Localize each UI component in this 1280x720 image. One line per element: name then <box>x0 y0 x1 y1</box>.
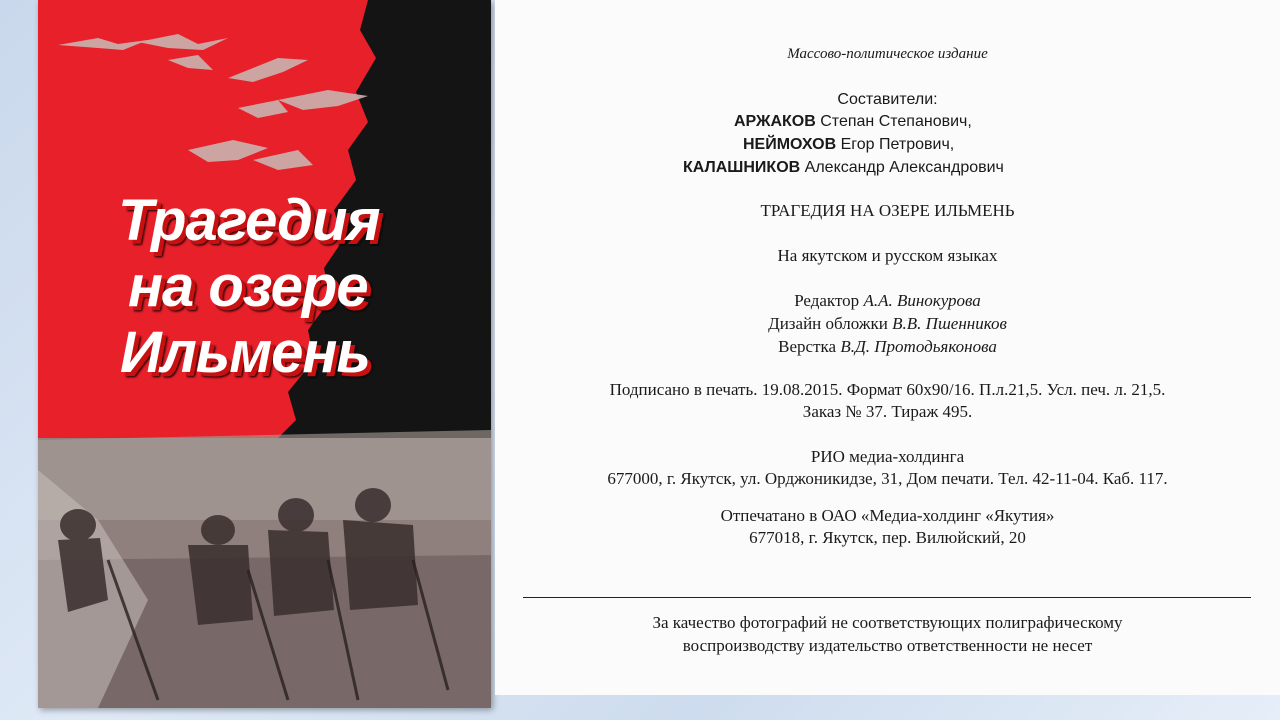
compiler-2-surname: НЕЙМОХОВ <box>743 136 837 153</box>
print-details-line-1: Подписано в печать. 19.08.2015. Формат 60х90/16. П.л.21,5. Усл. печ. л. 21,5. <box>609 380 1166 399</box>
print-details-line-2: Заказ № 37. Тираж 495. <box>802 402 973 421</box>
design-line <box>495 314 1280 334</box>
cover-title <box>118 188 478 386</box>
imprint-page <box>495 0 1280 695</box>
publisher-address: 677000, г. Якутск, ул. Орджоникидзе, 31, Дом печати. Тел. 42-11-04. Каб. 117. <box>607 469 1168 488</box>
edition-type: Массово-политическое издание <box>787 46 988 62</box>
compiler-1-surname: АРЖАКОВ <box>734 113 816 130</box>
imprint-text <box>495 0 1280 695</box>
design-name: В.В. Пшенников <box>892 314 1007 333</box>
layout-line <box>495 337 1280 357</box>
compiler-1-name: Степан Степанович, <box>820 113 972 130</box>
compilers-label: Составители: <box>837 91 938 108</box>
publisher: РИО медиа-холдинга <box>810 447 965 466</box>
disclaimer-line-1: За качество фотографий не соответствующих полиграфическому <box>652 613 1123 632</box>
compiler-1 <box>734 113 972 131</box>
book-title: ТРАГЕДИЯ НА ОЗЕРЕ ИЛЬМЕНЬ <box>760 201 1015 220</box>
compiler-2-name: Егор Петрович, <box>840 136 955 153</box>
compiler-3 <box>683 159 1004 177</box>
editor-line <box>495 291 1280 311</box>
book-cover <box>38 0 491 708</box>
editor-name: А.А. Винокурова <box>863 291 981 310</box>
layout-label: Верстка <box>778 337 837 356</box>
compiler-2 <box>743 136 954 154</box>
languages: На якутском и русском языках <box>777 246 998 265</box>
cover-title-line-1: Трагедия <box>118 188 380 253</box>
layout-name: В.Д. Протодьяконова <box>840 337 997 356</box>
disclaimer-line-2: воспроизводству издательство ответственности не несет <box>682 636 1093 655</box>
design-label: Дизайн обложки <box>768 314 888 333</box>
compiler-3-surname: КАЛАШНИКОВ <box>683 159 801 176</box>
printer: Отпечатано в ОАО «Медиа-холдинг «Якутия» <box>720 506 1055 525</box>
editor-label: Редактор <box>794 291 860 310</box>
cover-title-line-3: Ильмень <box>120 320 370 385</box>
compiler-3-name: Александр Александрович <box>804 159 1004 176</box>
printer-address: 677018, г. Якутск, пер. Вилюйский, 20 <box>749 528 1026 547</box>
divider-rule <box>523 597 1251 598</box>
cover-title-line-2: на озере <box>128 254 368 319</box>
